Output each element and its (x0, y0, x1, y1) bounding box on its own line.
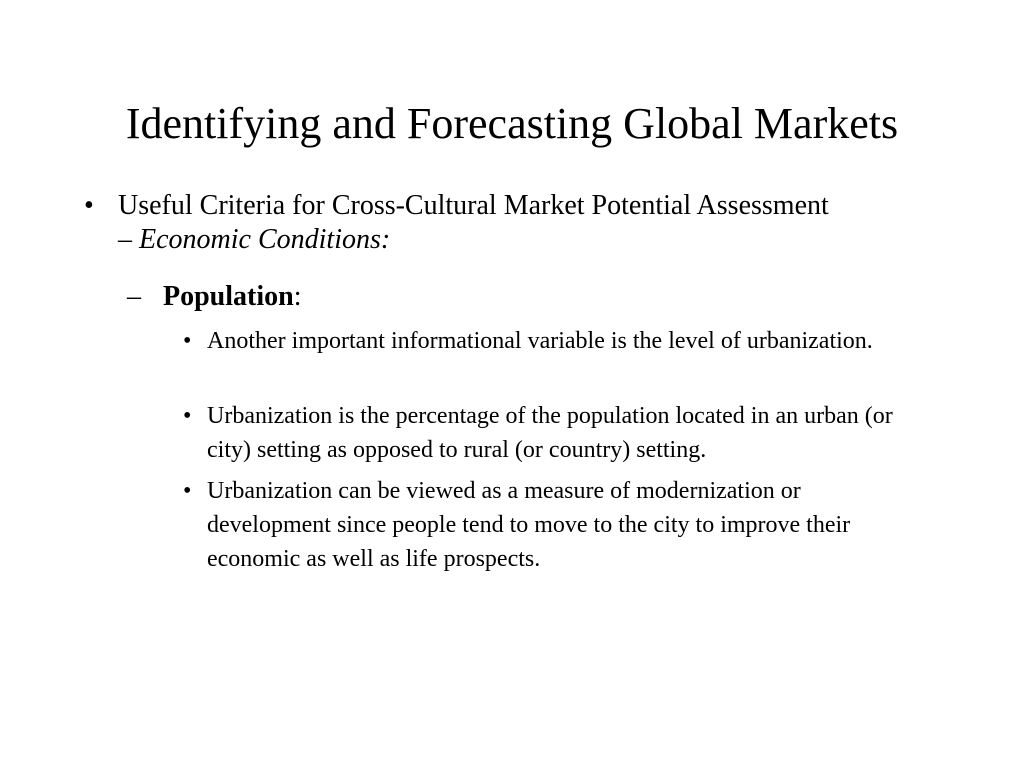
bullet-dot-icon: • (183, 328, 192, 354)
bullet-level2-text (163, 280, 301, 314)
bullet-level1-text (118, 189, 838, 257)
bullet-level3-text: Urbanization is the percentage of the population located in an urban (or city) setting as opposed to rural (or country) setting. (207, 403, 893, 463)
population-colon: : (293, 281, 302, 312)
dash-bullet-icon: – (127, 281, 141, 312)
population-heading: Population (163, 281, 294, 312)
bullet-dot-icon: • (183, 478, 192, 504)
bullet-dot-icon: • (183, 403, 192, 429)
bullet-level1-italic-text: Economic Conditions: (139, 224, 391, 255)
bullet-level3-text: Urbanization can be viewed as a measure of modernization or development since people tend to move to the city to improve their economic as well as life prospects. (207, 478, 851, 572)
bullet-level1-plain-text: Useful Criteria for Cross-Cultural Market Potential Assessment – (118, 190, 829, 255)
bullet-dot-icon: • (84, 190, 94, 221)
slide-title: Identifying and Forecasting Global Markets (125, 99, 899, 148)
bullet-level3-text: Another important informational variable is the level of urbanization. (207, 328, 873, 354)
